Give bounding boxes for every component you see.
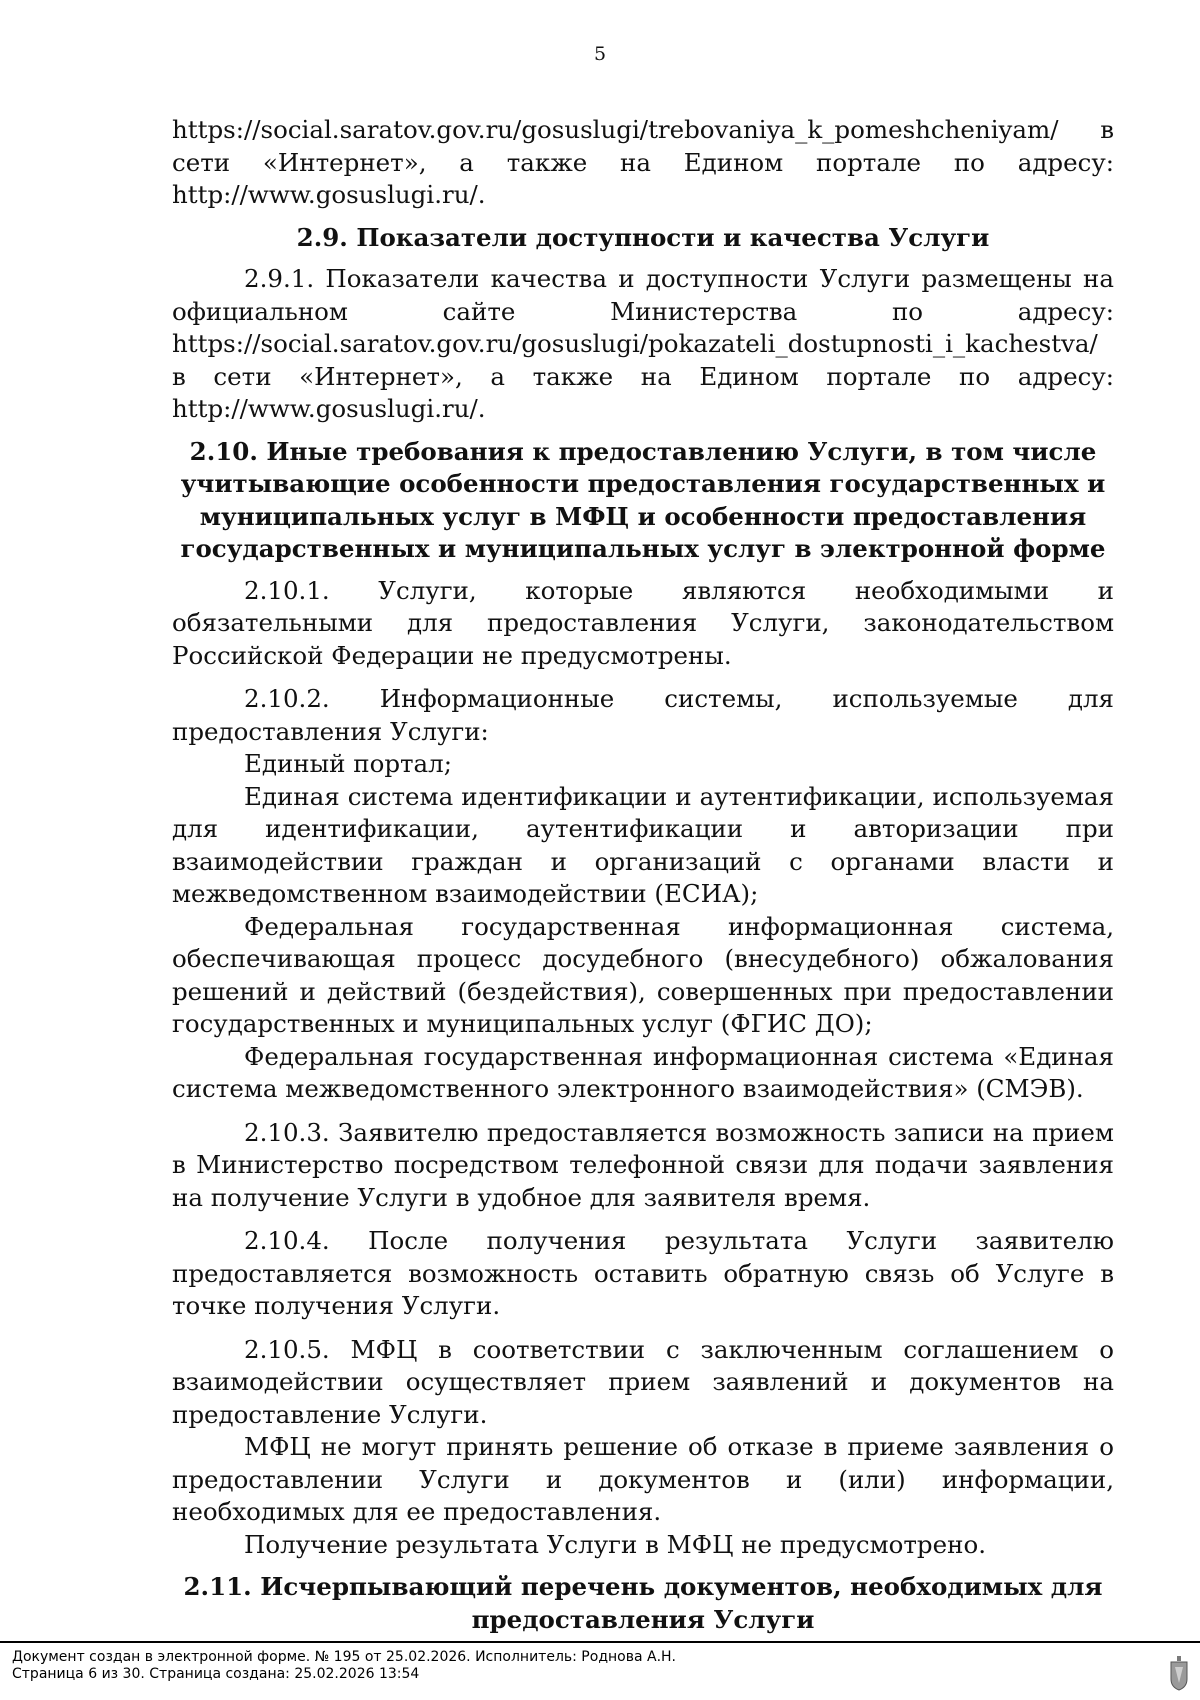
section-heading [172,436,1114,566]
paragraph: 2.10.3. Заявителю предоставляется возможность записи на прием в Министерство посредством телефонной связи для подачи заявления на получение Услуги в удобное для заявителя время. [172,1117,1114,1212]
footer-document-info: Документ создан в электронной форме. № 195 от 25.02.2026. Исполнитель: Роднова А.Н. [12,1649,677,1665]
paragraph: https://social.saratov.gov.ru/gosuslugi/trebovaniya_k_pomeshcheniyam/ в сети «Интернет», а также на Едином портале по адресу: http://www.gosuslugi.ru/. [172,115,1114,209]
section-heading [172,222,1114,255]
heading-line: 2.11. Исчерпывающий перечень документов, необходимых для [183,1572,1103,1601]
document-footer [0,1641,1200,1700]
paragraph: 2.10.1. Услуги, которые являются необходимыми и обязательными для предоставления Услуги, законодательством Российской Федерации не предусмотрены. [172,575,1114,670]
paragraph: Единый портал; [244,749,452,778]
paragraph: МФЦ не могут принять решение об отказе в приеме заявления о предоставлении Услуги и документов и (или) информации, необходимых для ее предоставления. [172,1432,1114,1526]
heading-line: учитывающие особенности предоставления государственных и [180,469,1106,498]
page-number: 5 [593,43,607,65]
heading-line: предоставления Услуги [471,1604,815,1634]
paragraph: 2.10.4. После получения результата Услуги заявителю предоставляется возможность оставить обратную связь об Услуге в точке получения Услуги. [172,1226,1114,1320]
paragraph: 2.9.1. Показатели качества и доступности Услуги размещены на официальном сайте Министерства по адресу: https://social.saratov.gov.ru/gosuslugi/pokazateli_dostupnosti_i_kachestva/ в сети «Интернет», а также на Едином портале по адресу: http://www.gosuslugi.ru/. [172,264,1114,423]
footer-page-info: Страница 6 из 30. Страница создана: 25.02.2026 13:54 [12,1666,420,1682]
heading-line: государственных и муниципальных услуг в электронной форме [180,534,1106,563]
footer-text [12,1649,676,1683]
heading-line: 2.9. Показатели доступности и качества Услуги [296,222,990,252]
paragraph: 2.10.2. Информационные системы, используемые для предоставления Услуги: [172,684,1114,746]
heading-line: 2.10. Иные требования к предоставлению Услуги, в том числе [189,436,1097,466]
paragraph: Федеральная государственная информационная система, обеспечивающая процесс досудебного (внесудебного) обжалования решений и действий (бездействия), совершенных при предоставлении государственных и муниципальных услуг (ФГИС ДО); [172,911,1114,1038]
paragraph: Единая система идентификации и аутентификации, используемая для идентификации, аутентификации и авторизации при взаимодействии граждан и организаций с органами власти и межведомственном взаимодействии (ЕСИА); [172,781,1114,908]
paragraph: Получение результата Услуги в МФЦ не предусмотрено. [244,1529,986,1559]
paragraph: 2.10.5. МФЦ в соответствии с заключенным соглашением о взаимодействии осуществляет прием заявлений и документов на предоставление Услуги. [172,1334,1114,1429]
heading-line: муниципальных услуг в МФЦ и особенности предоставления [199,501,1087,531]
section-heading [172,1571,1114,1636]
paragraph: Федеральная государственная информационная система «Единая система межведомственного электронного взаимодействия» (СМЭВ). [172,1041,1114,1103]
coat-of-arms-icon [1168,1655,1190,1691]
document-body [172,114,1114,1645]
